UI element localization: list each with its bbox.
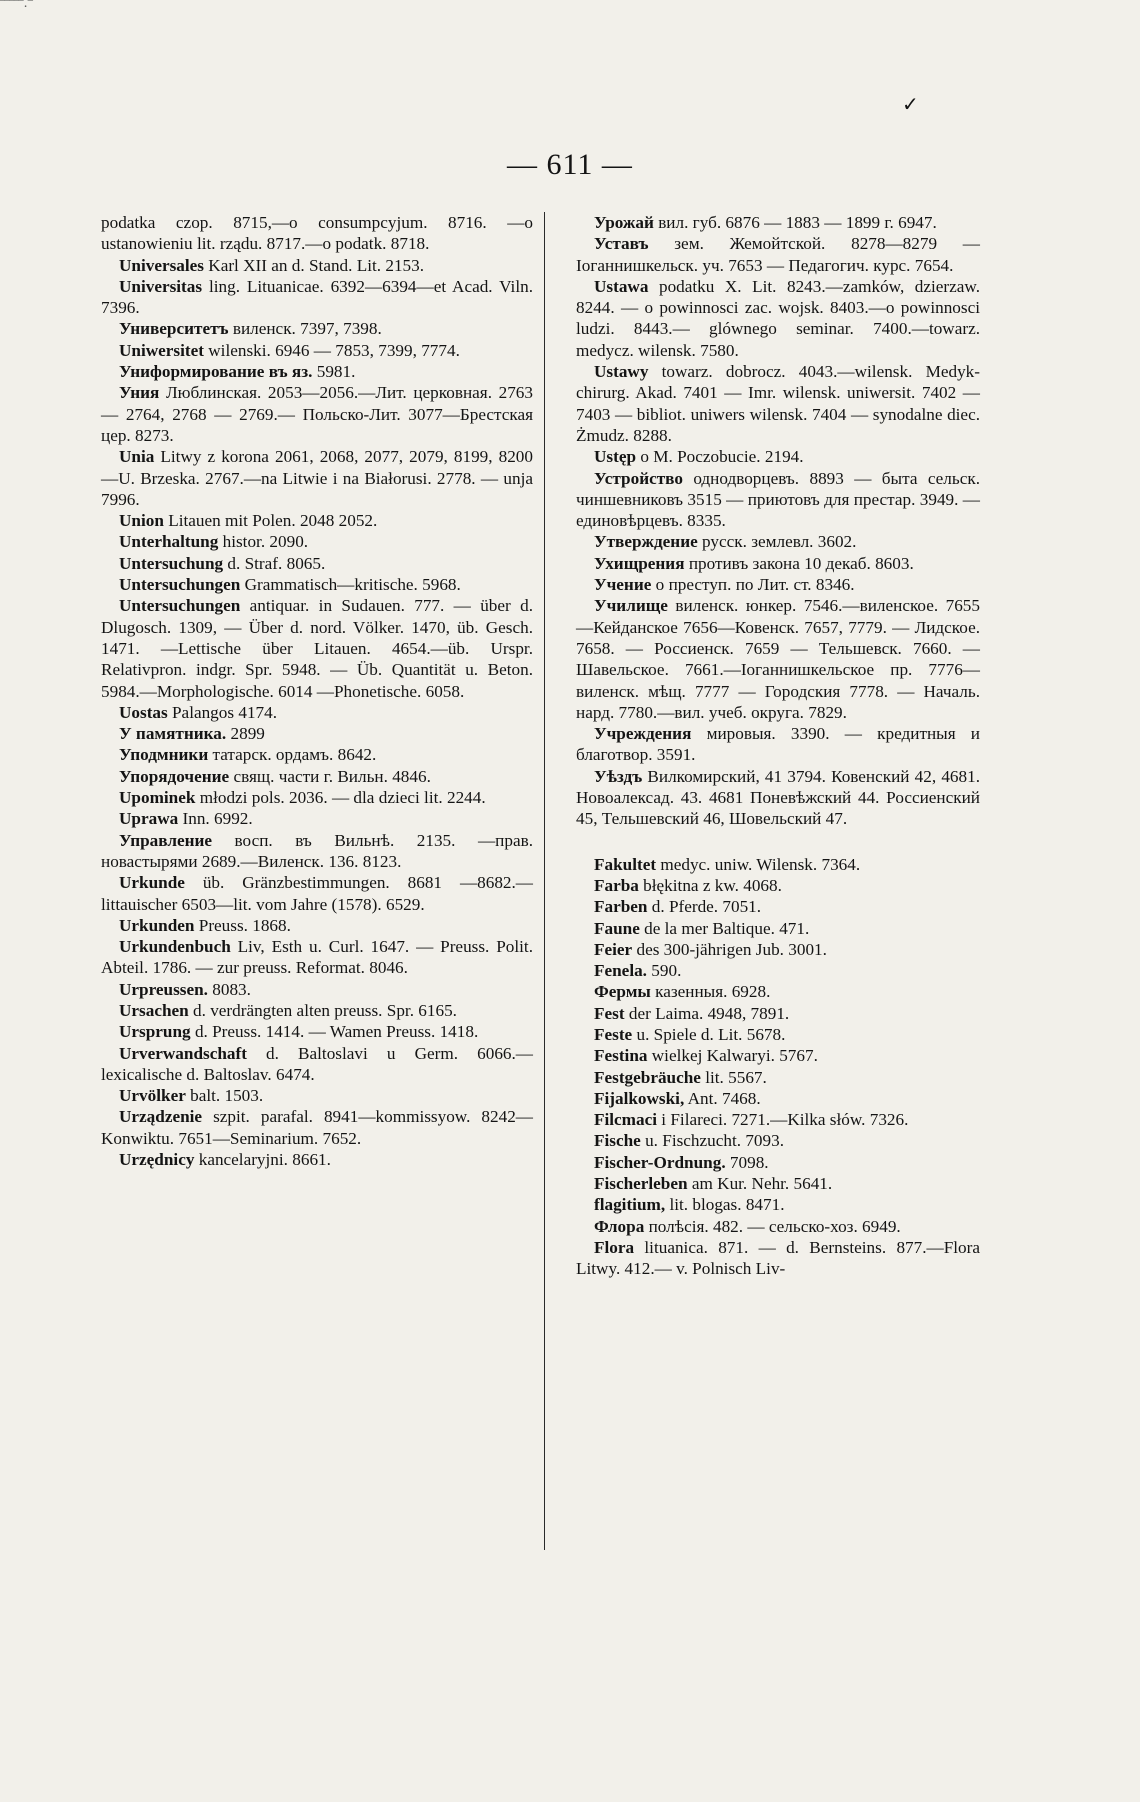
page-number: — 611 — — [507, 148, 633, 181]
entry-headword: Fenela. — [594, 961, 647, 981]
entry-headword: Уставъ — [594, 234, 649, 254]
entry-references: Grammatisch—kritische. 5968. — [240, 575, 461, 595]
index-entry — [101, 276, 533, 319]
index-entry — [576, 212, 980, 233]
index-entry — [101, 255, 533, 276]
entry-headword: Fische — [594, 1131, 641, 1151]
index-entry — [101, 1000, 533, 1021]
entry-headword: Urzędnicy — [119, 1150, 195, 1170]
entry-headword: Urkunden — [119, 915, 195, 935]
index-entry — [101, 830, 533, 873]
entry-references: 7098. — [725, 1152, 769, 1172]
index-entry — [576, 1216, 980, 1237]
index-entry — [576, 1152, 980, 1173]
corner-scan-mark: ‾‾‾‾‾·‾ — [0, 0, 33, 15]
margin-tick-mark: ✓ — [902, 94, 919, 116]
entry-references: d. verdrängten alten preuss. Spr. 6165. — [188, 1000, 457, 1020]
index-entry — [576, 981, 980, 1002]
entry-headword: Униформирование въ яз. — [119, 362, 313, 382]
entry-references: о преступ. по Лит. ст. 8346. — [651, 575, 855, 595]
index-entry — [101, 936, 533, 979]
entry-headword: Unterhaltung — [119, 532, 219, 552]
entry-references: казенныя. 6928. — [650, 982, 771, 1002]
entry-headword: Unia — [119, 447, 155, 467]
index-entry — [101, 574, 533, 595]
entry-headword: Учение — [594, 575, 652, 595]
entry-references: u. Spiele d. Lit. 5678. — [632, 1024, 786, 1044]
entry-headword: Упорядочение — [119, 766, 230, 786]
entry-headword: Farba — [594, 875, 639, 895]
entry-references: d. Straf. 8065. — [223, 553, 326, 573]
entry-references: 5981. — [312, 362, 356, 382]
index-entry — [576, 766, 980, 830]
entry-headword: Ursachen — [119, 1000, 189, 1020]
index-entry — [101, 1021, 533, 1042]
index-entry — [576, 361, 980, 446]
index-entry — [576, 531, 980, 552]
entry-references: podatka czop. 8715,—o consumpcyjum. 8716. —o ustanowieniu lit. rządu. 8717.—o podatk. 8718. — [101, 213, 533, 254]
entry-headword: Уподмники — [119, 745, 209, 765]
entry-references: ling. Lituanicae. 6392—6394—et Acad. Viln. 7396. — [101, 276, 533, 318]
entry-headword: Флора — [594, 1216, 645, 1236]
section-gap — [576, 830, 980, 854]
entry-references: lit. blogas. 8471. — [665, 1195, 785, 1215]
entry-references: wielkej Kalwaryi. 5767. — [647, 1046, 818, 1066]
entry-headword: У памятника. — [119, 724, 227, 744]
entry-headword: Устройство — [594, 468, 683, 488]
entry-headword: Urządzenie — [119, 1107, 203, 1127]
entry-references: histor. 2090. — [218, 532, 309, 552]
entry-references: am Kur. Nehr. 5641. — [687, 1174, 833, 1194]
entry-references: podatku X. Lit. 8243.—zamków, dzierzaw. 8244. — o powinnosci zac. wojsk. 8403.—o powinnosci ludzi. 8443.— glównego seminar. 7400.—towarz. medycz. wilensk. 7580. — [576, 276, 980, 360]
index-entry — [576, 854, 980, 875]
entry-headword: Ustawa — [594, 276, 649, 296]
entry-headword: Flora — [594, 1237, 635, 1257]
index-entry — [576, 1024, 980, 1045]
entry-references: Люблинская. 2053—2056.—Лит. церковная. 2763 — 2764, 2768 — 2769.— Польско-Лит. 3077—Брестская цер. 8273. — [101, 383, 533, 445]
index-entry — [101, 595, 533, 701]
entry-headword: Урожай — [594, 213, 654, 232]
entry-headword: Uostas — [119, 702, 168, 722]
index-entry — [576, 1088, 980, 1109]
entry-references: Palangos 4174. — [167, 702, 278, 722]
entry-references: свящ. части г. Вильн. 4846. — [229, 766, 431, 786]
right-column — [576, 212, 980, 1280]
index-entry — [576, 1173, 980, 1194]
entry-references: młodzi pols. 2036. — dla dzieci lit. 2244. — [195, 788, 486, 808]
index-entry — [576, 446, 980, 467]
entry-references: Preuss. 1868. — [194, 915, 291, 935]
index-entry — [576, 875, 980, 896]
entry-headword: Уѣздъ — [594, 766, 643, 786]
entry-headword: Училище — [594, 596, 668, 616]
index-entry — [576, 233, 980, 276]
index-entry — [576, 1130, 980, 1151]
entry-headword: Fakultet — [594, 854, 657, 874]
index-entry — [576, 553, 980, 574]
entry-headword: Учреждения — [594, 724, 692, 744]
entry-references: однодворцевъ. 8893 — быта сельск. чиншевниковъ 3515 — приютовъ для престар. 3949. — единовѣрцевъ. 8335. — [576, 468, 980, 531]
entry-headword: Uniwersitet — [119, 340, 204, 360]
entry-headword: Filcmaci — [594, 1110, 657, 1130]
entry-references: medyc. uniw. Wilensk. 7364. — [656, 854, 861, 874]
entry-headword: Ustęp — [594, 447, 637, 467]
entry-headword: Farben — [594, 897, 648, 917]
entry-references: u. Fischzucht. 7093. — [640, 1131, 784, 1151]
entry-headword: Fest — [594, 1003, 625, 1023]
index-entry — [101, 553, 533, 574]
entry-references: полѣсія. 482. — сельско-хоз. 6949. — [644, 1216, 901, 1236]
entry-references: вил. губ. 6876 — 1883 — 1899 г. 6947. — [653, 213, 937, 232]
index-entry — [101, 1149, 533, 1170]
entry-headword: Утверждение — [594, 532, 698, 552]
index-entry — [101, 787, 533, 808]
entry-references: мировыя. 3390. — кредитныя и благотвор. 3591. — [576, 724, 980, 765]
entry-headword: Университетъ — [119, 319, 229, 339]
entry-headword: Feier — [594, 939, 633, 959]
entry-headword: Untersuchungen — [119, 596, 241, 616]
entry-headword: Union — [119, 511, 164, 531]
entry-headword: Urkundenbuch — [119, 937, 231, 957]
entry-references: lit. 5567. — [700, 1067, 767, 1087]
entry-headword: Fischer-Ordnung. — [594, 1152, 726, 1172]
entry-headword: Urverwandschaft — [119, 1043, 247, 1063]
entry-references: o M. Poczobucie. 2194. — [636, 447, 804, 467]
entry-references: татарск. ордамъ. 8642. — [208, 745, 377, 765]
index-entry — [576, 1237, 980, 1280]
entry-references: Inn. 6992. — [178, 809, 253, 829]
index-entry — [576, 276, 980, 361]
entry-headword: Faune — [594, 918, 640, 938]
index-entry — [101, 872, 533, 915]
index-entry — [101, 1085, 533, 1106]
entry-references: Liv, Esth u. Curl. 1647. — Preuss. Polit. Abteil. 1786. — zur preuss. Reformat. 8046. — [101, 937, 533, 978]
entry-references: Litauen mit Polen. 2048 2052. — [163, 511, 378, 531]
index-entry — [101, 808, 533, 829]
column-divider — [544, 212, 545, 1550]
entry-references: Ant. 7468. — [684, 1088, 761, 1108]
entry-headword: Upominek — [119, 788, 196, 808]
index-entry — [576, 918, 980, 939]
entry-references: 590. — [646, 961, 682, 981]
index-entry — [101, 361, 533, 382]
index-entry — [576, 1109, 980, 1130]
entry-headword: Festina — [594, 1046, 648, 1066]
entry-headword: Уния — [119, 383, 160, 403]
index-entry — [101, 446, 533, 510]
entry-headword: Fijalkowski, — [594, 1088, 685, 1108]
entry-references: szpit. parafal. 8941—kommissyow. 8242—Konwiktu. 7651—Seminarium. 7652. — [101, 1107, 533, 1148]
entry-headword: Fischerleben — [594, 1174, 688, 1194]
index-entry — [576, 1067, 980, 1088]
index-entry — [101, 915, 533, 936]
entry-references: d. Preuss. 1414. — Wamen Preuss. 1418. — [190, 1022, 479, 1042]
entry-references: üb. Gränzbestimmungen. 8681 —8682.—littauischer 6503—lit. vom Jahre (1578). 6529. — [101, 873, 533, 914]
entry-references: towarz. dobrocz. 4043.—wilensk. Medyk-chirurg. Akad. 7401 — Imr. wilensk. uniwersit. 7402 — 7403 — bibliot. uniwers wilensk. 7404 — synodalne diec. Żmudz. 8288. — [576, 362, 980, 445]
index-entry — [576, 960, 980, 981]
entry-references: виленск. 7397, 7398. — [228, 319, 382, 339]
index-entry — [101, 382, 533, 446]
index-entry — [101, 212, 533, 255]
entry-references: противъ закона 10 декаб. 8603. — [684, 553, 914, 573]
entry-headword: flagitium, — [594, 1195, 666, 1215]
index-entry — [101, 1043, 533, 1086]
entry-references: русск. землевл. 3602. — [697, 532, 857, 552]
index-entry — [101, 744, 533, 765]
entry-headword: Untersuchung — [119, 553, 224, 573]
entry-headword: Universitas — [119, 276, 203, 296]
entry-references: balt. 1503. — [185, 1086, 264, 1106]
entry-references: зем. Жемойтской. 8278—8279 — Іоганнишкельск. уч. 7653 — Педагогич. курс. 7654. — [576, 234, 980, 275]
entry-references: kancelaryjni. 8661. — [194, 1150, 331, 1170]
entry-headword: Управление — [119, 830, 213, 850]
entry-headword: Festgebräuche — [594, 1067, 701, 1087]
entry-references: Вилкомирский, 41 3794. Ковенский 42, 4681. Новоалексад. 43. 4681 Поневѣжский 44. Россиенский 45, Тельшевский 46, Шовельский 47. — [576, 766, 980, 829]
entry-references: Karl XII an d. Stand. Lit. 2153. — [203, 255, 425, 275]
index-entry — [101, 766, 533, 787]
entry-references: des 300-jährigen Jub. 3001. — [632, 939, 827, 959]
index-entry — [101, 318, 533, 339]
index-entry — [576, 574, 980, 595]
entry-references: виленск. юнкер. 7546.—виленское. 7655—Кейданское 7656—Ковенск. 7657, 7779. — Лидское. 7658. — Россиенск. 7659 — Тельшевск. 7660. — Шавельское. 7661.—Іоганнишкельское пр. 7776—виленск. мѣщ. 7777 — Городския 7778. — Началь. нард. 7780.—вил. учеб. округа. 7829. — [576, 596, 980, 722]
left-column — [101, 212, 533, 1170]
index-entry — [101, 1106, 533, 1149]
entry-references: Litwy z korona 2061, 2068, 2077, 2079, 8199, 8200—U. Brzeska. 2767.—na Litwie i na Białorusi. 2778. — unja 7996. — [101, 447, 533, 509]
entry-headword: Urpreussen. — [119, 979, 208, 999]
index-entry — [101, 723, 533, 744]
index-entry — [101, 340, 533, 361]
entry-references: восп. въ Вильнѣ. 2135. —прав. новастырями 2689.—Виленск. 136. 8123. — [101, 830, 533, 871]
entry-references: 2899 — [226, 724, 265, 744]
index-entry — [576, 1194, 980, 1215]
index-entry — [576, 595, 980, 723]
index-entry — [576, 1045, 980, 1066]
entry-references: 8083. — [207, 979, 251, 999]
entry-headword: Фермы — [594, 982, 651, 1002]
index-entry — [576, 723, 980, 766]
entry-references: de la mer Baltique. 471. — [639, 918, 810, 938]
entry-references: d. Baltoslavi u Germ. 6066.—lexicalische d. Baltoslav. 6474. — [101, 1043, 533, 1084]
entry-headword: Uprawa — [119, 809, 179, 829]
entry-references: antiquar. in Sudauen. 777. — über d. Dlugosch. 1309, — Über d. nord. Völker. 1470, üb. Gesch. 1471. —Lettische über Litauen. 4654.—üb. Urspr. Relativpron. indgr. Spr. 5948. — Üb. Quantität u. Beton. 5984.—Morphologische. 6014 —Phonetische. 6058. — [101, 596, 533, 701]
entry-references: wilenski. 6946 — 7853, 7399, 7774. — [203, 340, 460, 360]
entry-headword: Ухищрения — [594, 553, 685, 573]
entry-headword: Urkunde — [119, 873, 185, 893]
entry-references: lituanica. 871. — d. Bernsteins. 877.—Flora Litwy. 412.— v. Polnisch Liv- — [576, 1237, 980, 1279]
index-entry — [101, 979, 533, 1000]
entry-references: i Filareci. 7271.—Kilka słów. 7326. — [657, 1110, 909, 1130]
index-entry — [101, 702, 533, 723]
index-entry — [101, 531, 533, 552]
entry-headword: Feste — [594, 1024, 633, 1044]
entry-references: błękitna z kw. 4068. — [638, 875, 782, 895]
entry-headword: Universales — [119, 255, 204, 275]
entry-references: d. Pferde. 7051. — [647, 897, 762, 917]
index-entry — [576, 1003, 980, 1024]
entry-headword: Ustawy — [594, 362, 649, 382]
entry-headword: Untersuchungen — [119, 575, 241, 595]
entry-headword: Ursprung — [119, 1022, 191, 1042]
index-entry — [576, 939, 980, 960]
index-entry — [576, 468, 980, 532]
index-entry — [101, 510, 533, 531]
index-entry — [576, 896, 980, 917]
entry-references: der Laima. 4948, 7891. — [624, 1003, 790, 1023]
entry-headword: Urvölker — [119, 1086, 186, 1106]
